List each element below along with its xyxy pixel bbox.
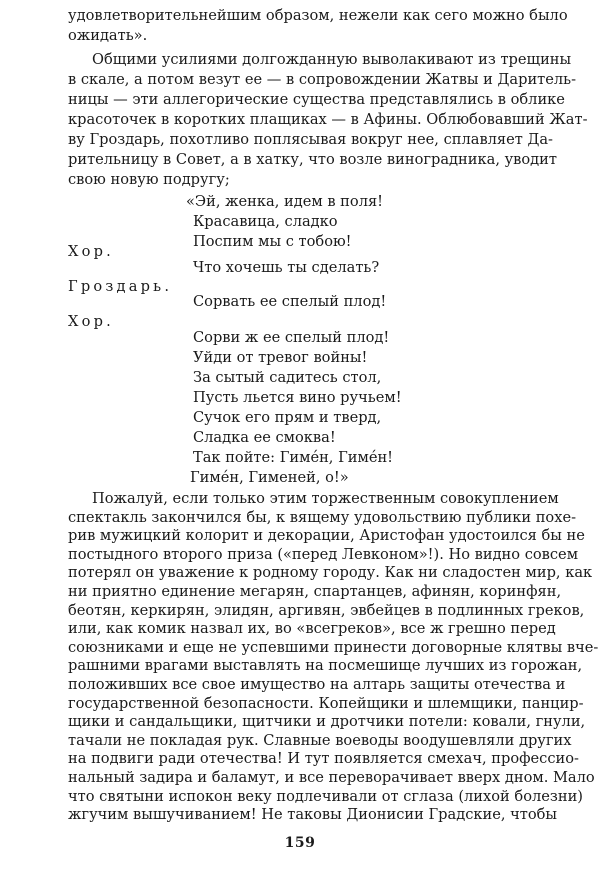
speaker-label-grozdar: Гроздарь. bbox=[68, 278, 173, 295]
paragraph3-line: Пожалуй, если только этим торжественным совокуплением bbox=[92, 490, 559, 507]
verse-line: Так пойте: Гимéн, Гимéн! bbox=[193, 449, 394, 466]
speaker-label-chorus: Хор. bbox=[68, 313, 114, 330]
paragraph1-line: удовлетворительнейшим образом, нежели как сего можно было bbox=[68, 7, 568, 24]
verse-line: Поспим мы с тобою! bbox=[193, 233, 352, 250]
paragraph1-line: ожидать». bbox=[68, 27, 148, 44]
paragraph2-line: свою новую подругу; bbox=[68, 171, 230, 188]
verse-line: Сучок его прям и тверд, bbox=[193, 409, 382, 426]
paragraph3-line: или, как комик назвал их, во «всегреков», все ж грешно перед bbox=[68, 620, 556, 638]
paragraph3-line: щики и сандальщики, щитчики и дротчики потели: ковали, гнули, bbox=[68, 713, 586, 731]
paragraph3-line: постыдного второго приза («перед Левконом»!). Но видно совсем bbox=[68, 545, 579, 563]
paragraph2-line: ву Гроздарь, похотливо поплясывая вокруг нее, сплавляет Да- bbox=[68, 131, 553, 148]
verse-line: Сладка ее смоква! bbox=[193, 429, 336, 446]
paragraph3-line: беотян, керкирян, элидян, аргивян, эвбейцев в подлинных греков, bbox=[68, 601, 585, 619]
paragraph2-line: Общими усилиями долгожданную выволакивают из трещины bbox=[92, 51, 572, 68]
verse-line: Гимéн, Гименей, о!» bbox=[190, 469, 349, 486]
paragraph3-line: на подвиги ради отечества! И тут появляется смехач, профессио- bbox=[68, 750, 579, 768]
paragraph2-line: в скале, а потом везут ее — в сопровождении Жатвы и Даритель- bbox=[68, 71, 577, 88]
verse-line: Уйди от тревог войны! bbox=[193, 349, 368, 366]
paragraph3-line: нальный задира и баламут, и все переворачивает вверх дном. Мало bbox=[68, 769, 595, 786]
verse-line: «Эй, женка, идем в поля! bbox=[186, 193, 384, 210]
paragraph2-line: рительницу в Совет, а в хатку, что возле виноградника, уводит bbox=[68, 151, 557, 168]
paragraph3-line: потерял он уважение к родному городу. Как ни сладостен мир, как bbox=[68, 564, 593, 582]
paragraph2-line: красоточек в коротких плащиках — в Афины. Облюбовавший Жат- bbox=[68, 111, 588, 128]
verse-line: Что хочешь ты сделать? bbox=[193, 259, 380, 276]
paragraph3-line: что святыни испокон веку подлечивали от сглаза (лихой болезни) bbox=[68, 787, 583, 805]
paragraph3-line: союзниками и еще не успевшими принести договорные клятвы вче- bbox=[68, 638, 599, 656]
verse-line: Пусть льется вино ручьем! bbox=[193, 389, 402, 406]
paragraph3-line: рив мужицкий колорит и декорации, Аристофан удостоился бы не bbox=[68, 527, 585, 545]
verse-line: Красавица, сладко bbox=[193, 213, 338, 230]
speaker-label-chorus: Хор. bbox=[68, 243, 114, 260]
paragraph3-line: спектакль закончился бы, к вящему удовольствию публики похе- bbox=[68, 508, 577, 526]
paragraph2-line: ницы — эти аллегорические существа представлялись в облике bbox=[68, 91, 565, 108]
paragraph3-line: положивших все свое имущество на алтарь защиты отечества и bbox=[68, 676, 566, 693]
verse-line: Сорвать ее спелый плод! bbox=[193, 293, 387, 310]
page-number: 159 bbox=[284, 835, 316, 851]
paragraph3-line: ни приятно единение мегарян, спартанцев, афинян, коринфян, bbox=[68, 583, 562, 600]
paragraph3-line: государственной безопасности. Копейщики и шлемщики, панцир- bbox=[68, 694, 584, 712]
paragraph3-line: жгучим вышучиванием! Не таковы Дионисии Градские, чтобы bbox=[68, 806, 558, 824]
verse-line: За сытый садитесь стол, bbox=[193, 369, 382, 386]
paragraph3-line: рашними врагами выставлять на посмешище лучших из горожан, bbox=[68, 657, 583, 675]
paragraph3-line: тачали не покладая рук. Славные воеводы воодушевляли других bbox=[68, 731, 572, 749]
verse-line: Сорви ж ее спелый плод! bbox=[193, 329, 390, 346]
